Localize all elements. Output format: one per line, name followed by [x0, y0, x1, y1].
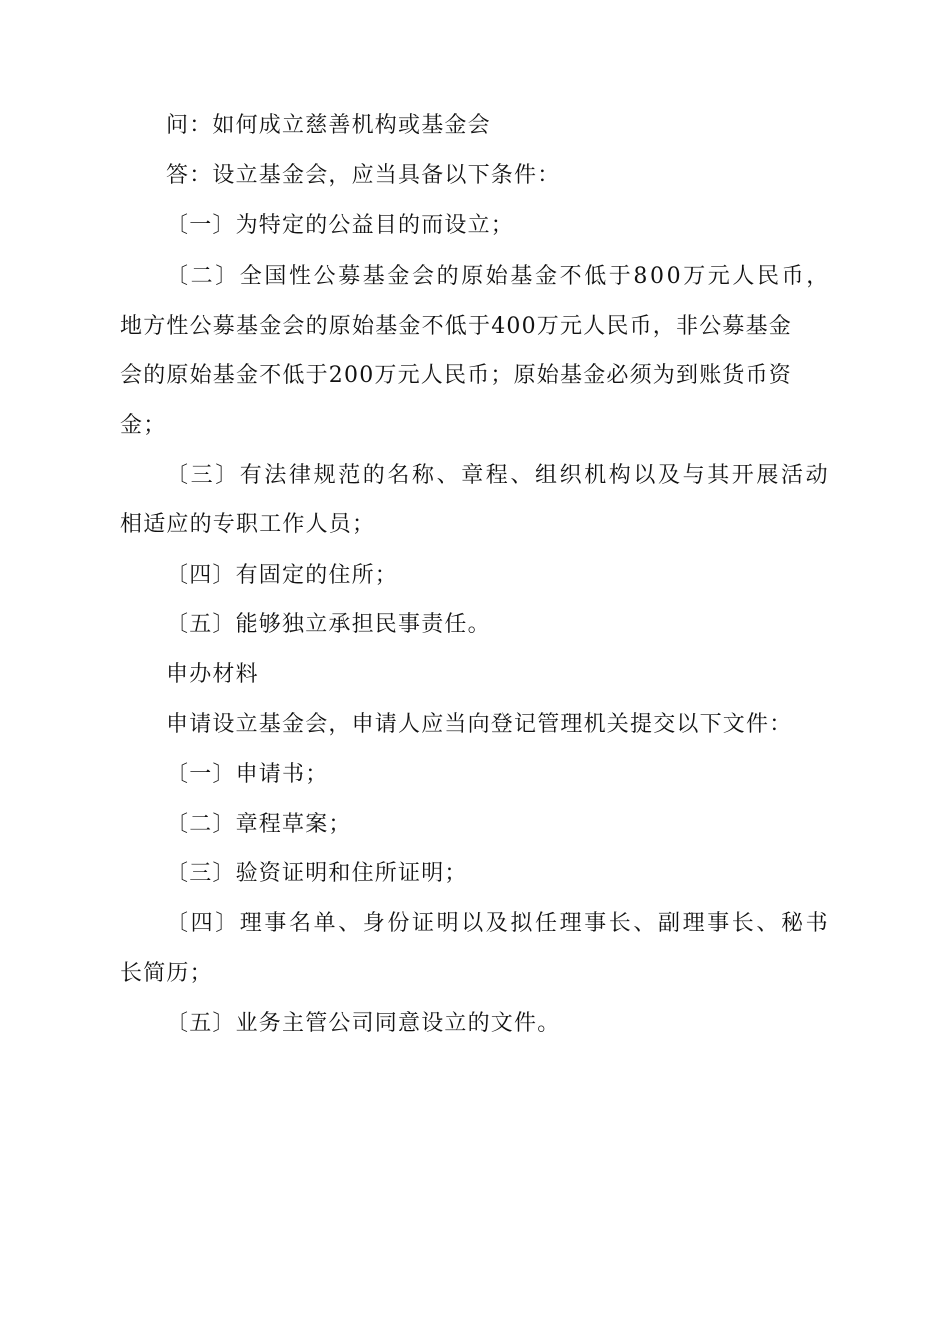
condition-2-line-4: 金；	[120, 413, 167, 438]
material-1: 〔一〕申请书；	[166, 762, 329, 787]
condition-2-line-1: 〔二〕全国性公募基金会的原始基金不低于800万元人民币，	[166, 264, 831, 289]
condition-2-line-2: 地方性公募基金会的原始基金不低于400万元人民币，非公募基金	[120, 314, 792, 339]
material-4-line-1: 〔四〕理事名单、身份证明以及拟任理事长、副理事长、秘书	[166, 911, 831, 936]
material-4-line-2: 长简历；	[120, 961, 213, 986]
condition-5: 〔五〕能够独立承担民事责任。	[166, 612, 491, 637]
condition-3-line-2: 相适应的专职工作人员；	[120, 512, 376, 537]
material-2: 〔二〕章程草案；	[166, 812, 352, 837]
materials-intro: 申请设立基金会，申请人应当向登记管理机关提交以下文件：	[166, 712, 793, 737]
material-5: 〔五〕业务主管公司同意设立的文件。	[166, 1011, 561, 1036]
condition-4: 〔四〕有固定的住所；	[166, 563, 399, 588]
condition-2-line-3: 会的原始基金不低于200万元人民币；原始基金必须为到账货币资	[120, 363, 792, 388]
condition-3-line-1: 〔三〕有法律规范的名称、章程、组织机构以及与其开展活动	[166, 463, 831, 488]
answer-intro-line: 答：设立基金会，应当具备以下条件：	[166, 163, 561, 188]
question-line: 问：如何成立慈善机构或基金会	[166, 113, 491, 138]
condition-1: 〔一〕为特定的公益目的而设立；	[166, 213, 515, 238]
material-3: 〔三〕验资证明和住所证明；	[166, 861, 468, 886]
section-heading: 申办材料	[166, 662, 259, 687]
